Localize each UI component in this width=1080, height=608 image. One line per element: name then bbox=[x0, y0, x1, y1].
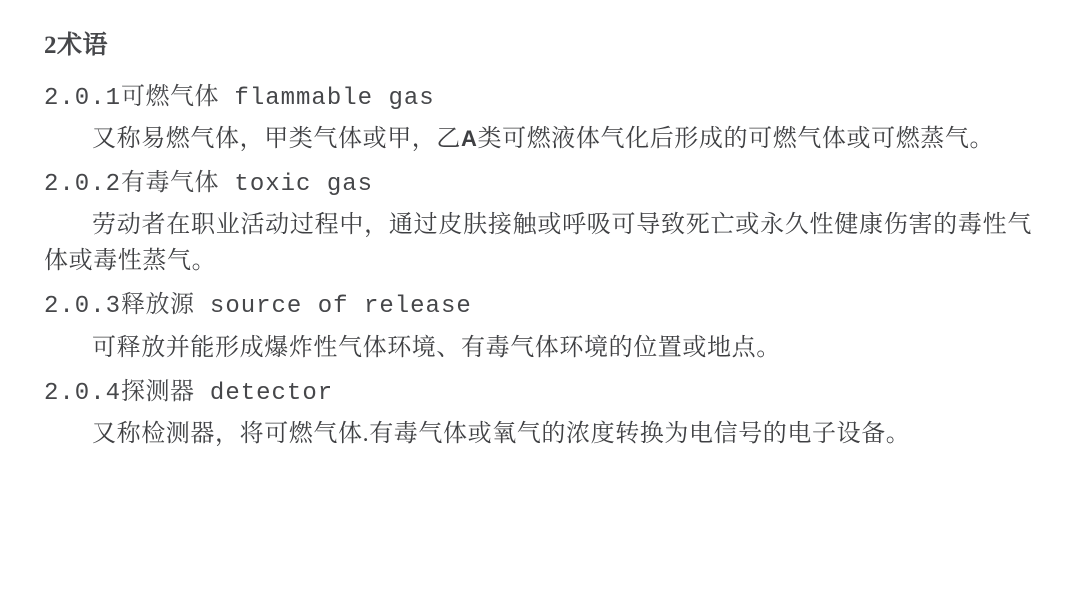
term-entry-2 bbox=[44, 167, 1032, 279]
term-number: 2.0.3 bbox=[44, 293, 122, 321]
term-heading bbox=[44, 81, 1032, 115]
term-name-cjk: 释放源 bbox=[121, 292, 195, 319]
term-heading bbox=[44, 289, 1032, 323]
page-title: 2术语 bbox=[44, 32, 109, 59]
term-heading bbox=[44, 376, 1032, 410]
term-name-latin: source of release bbox=[194, 293, 472, 321]
term-number: 2.0.2 bbox=[44, 170, 122, 198]
term-definition bbox=[44, 207, 1032, 279]
term-name-cjk: 可燃气体 bbox=[121, 83, 220, 110]
term-name-cjk: 有毒气体 bbox=[121, 169, 220, 196]
term-entry-3 bbox=[44, 289, 1032, 365]
term-name-cjk: 探测器 bbox=[121, 378, 195, 405]
term-definition bbox=[44, 416, 1032, 452]
definition-text-emphasis: A bbox=[461, 125, 478, 151]
term-entry-1 bbox=[44, 81, 1032, 157]
term-name-latin: flammable gas bbox=[219, 84, 435, 112]
definition-text-part1: 又称易燃气体，甲类气体或甲，乙 bbox=[92, 125, 461, 152]
term-number: 2.0.1 bbox=[44, 84, 122, 112]
definition-text-part1: 可释放并能形成爆炸性气体环境、有毒气体环境的位置或地点。 bbox=[92, 334, 781, 361]
term-entry-4 bbox=[44, 376, 1032, 452]
term-name-latin: detector bbox=[194, 379, 334, 407]
definition-text-part1: 又称检测器，将可燃气体.有毒气体或氧气的浓度转换为电信号的电子设备。 bbox=[92, 421, 911, 448]
term-definition bbox=[44, 121, 1032, 157]
term-heading bbox=[44, 167, 1032, 201]
term-number: 2.0.4 bbox=[44, 379, 122, 407]
term-name-latin: toxic gas bbox=[219, 170, 374, 198]
definition-text-part1: 劳动者在职业活动过程中，通过皮肤接触或呼吸可导致死亡或永久性健康伤害的毒性气体或毒性蒸气。 bbox=[44, 212, 1032, 275]
term-definition bbox=[44, 330, 1032, 366]
definition-text-part2: 类可燃液体气化后形成的可燃气体或可燃蒸气。 bbox=[477, 125, 995, 152]
